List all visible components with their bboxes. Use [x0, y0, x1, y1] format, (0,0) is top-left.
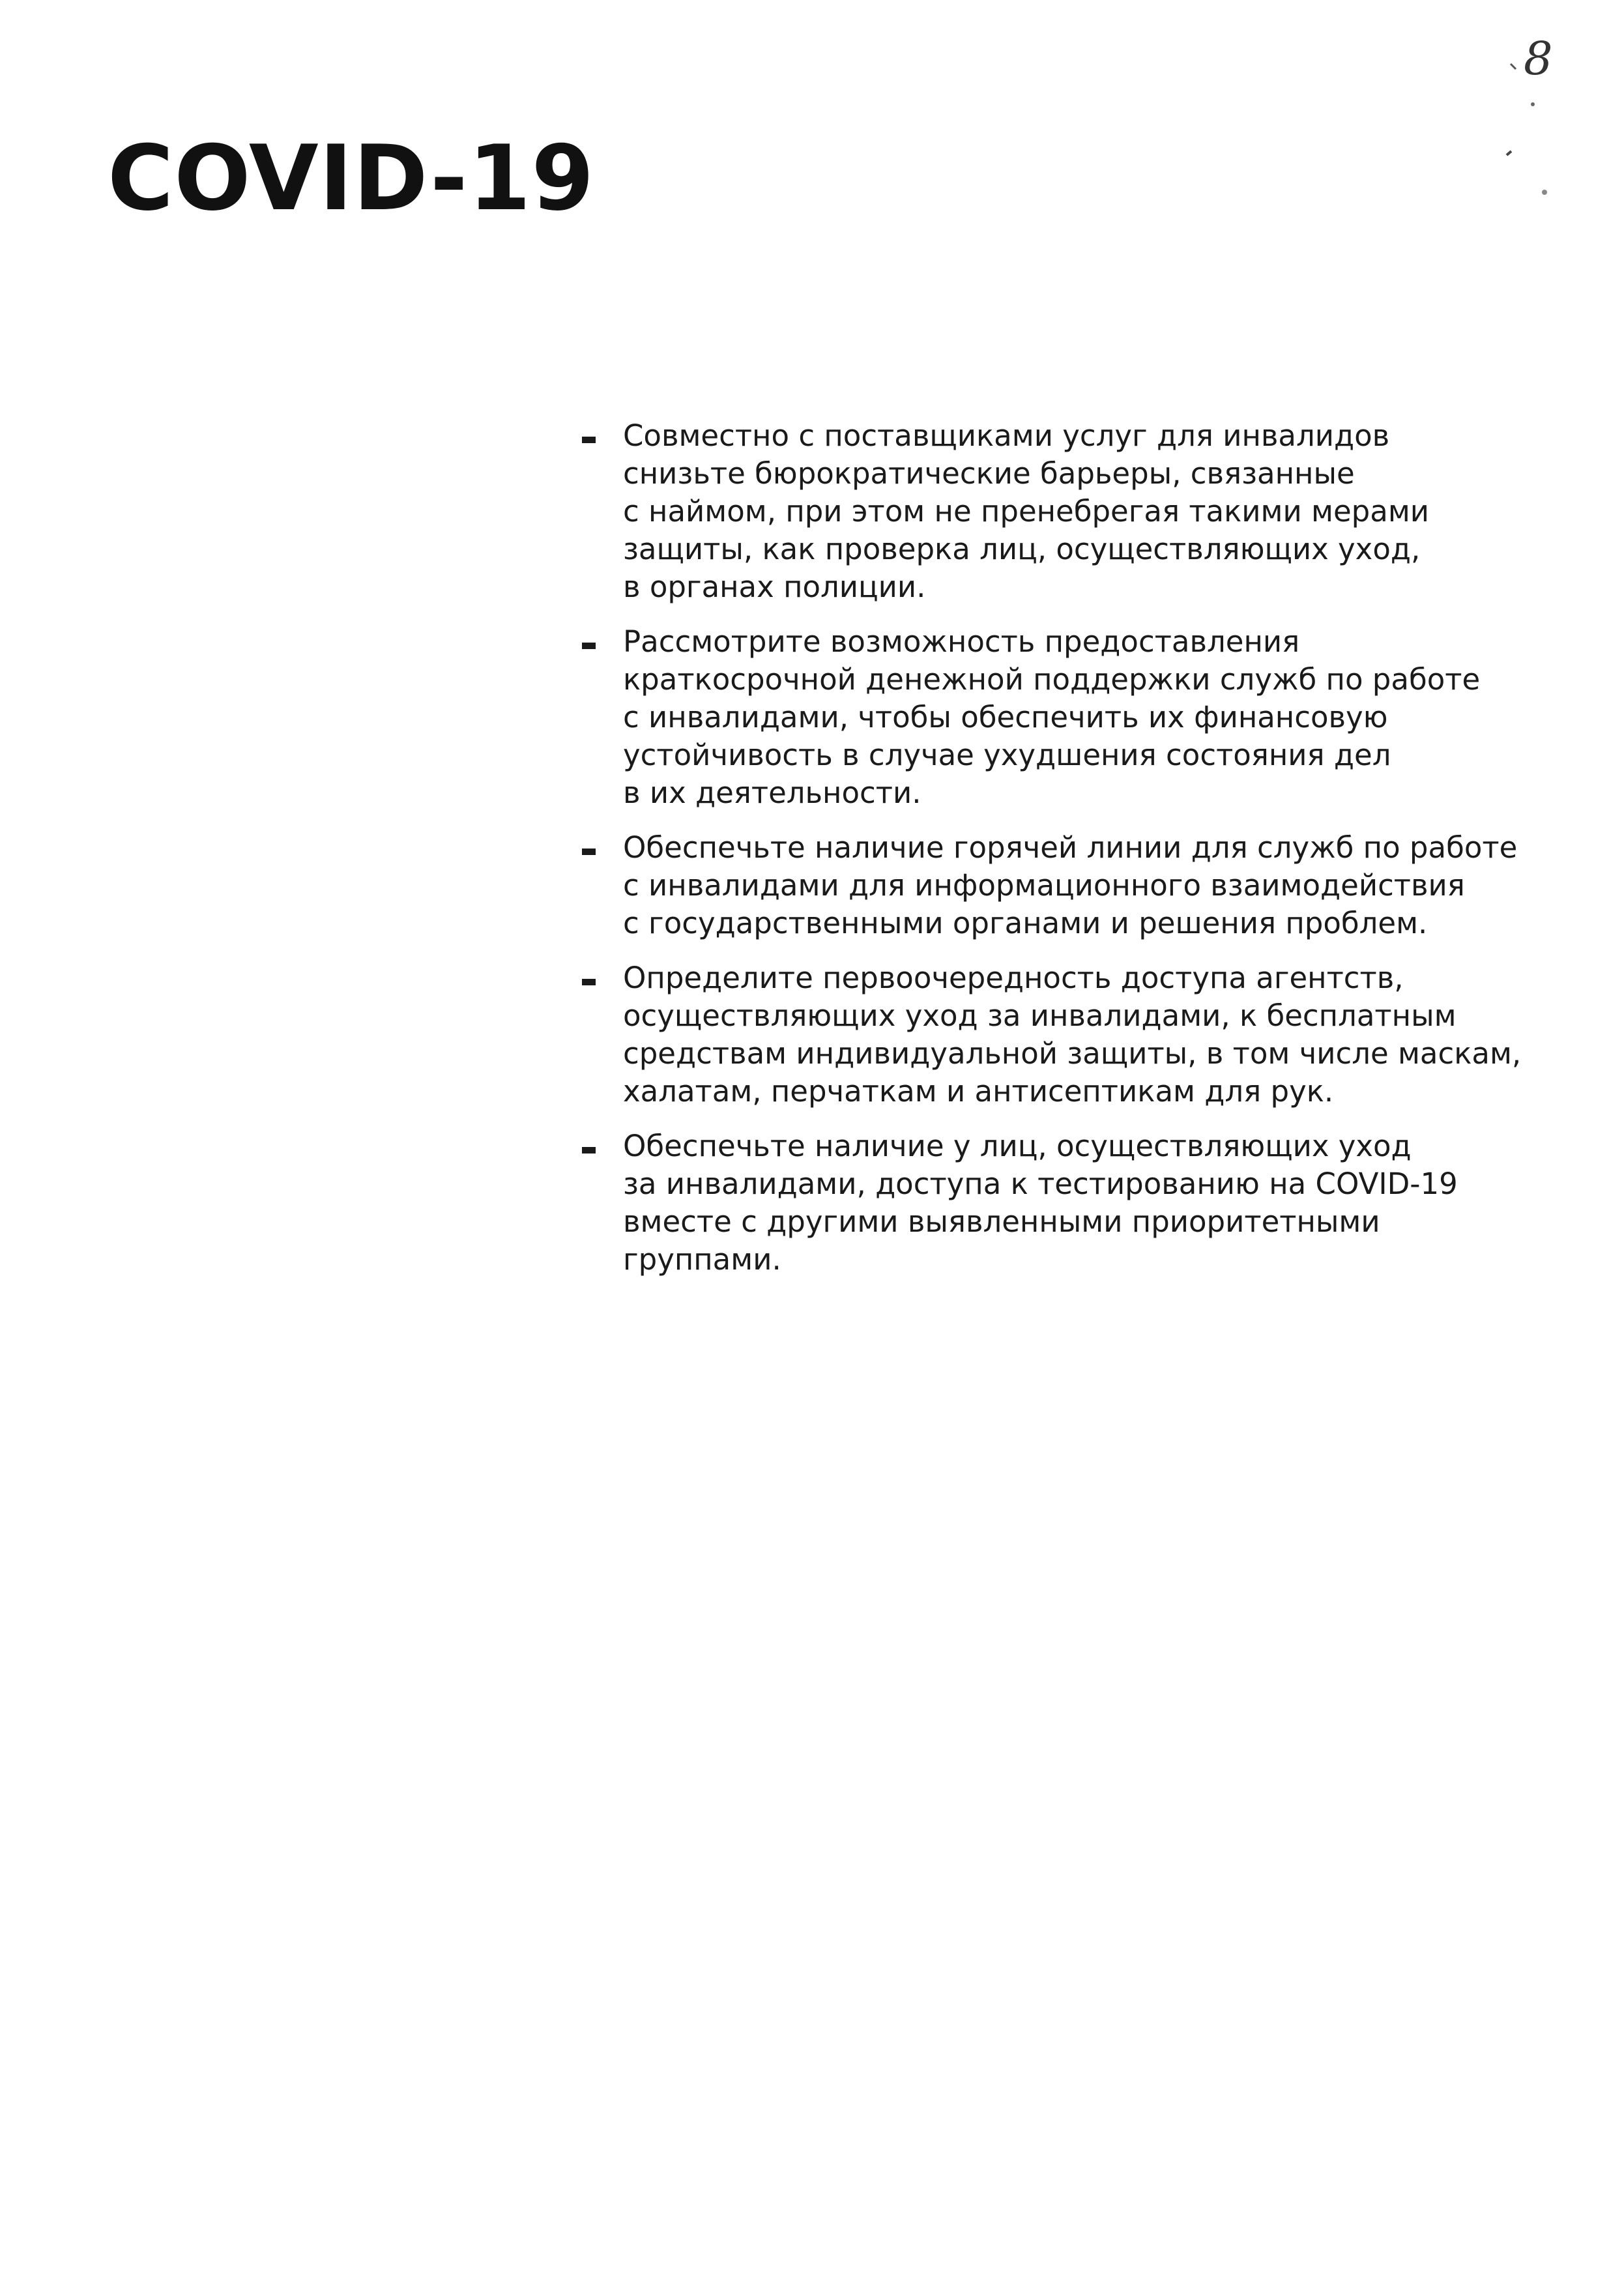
list-item — [582, 1127, 1533, 1279]
bullet-text-line: за инвалидами, доступа к тестированию на COVID-19 — [623, 1167, 1458, 1201]
list-item — [582, 959, 1533, 1110]
bullet-text-line: краткосрочной денежной поддержки служб по работе — [623, 662, 1481, 697]
page-number: 8 — [1524, 32, 1553, 85]
bullet-text-line: Обеспечьте наличие у лиц, осуществляющих уход — [623, 1129, 1412, 1163]
dash-bullet-icon — [582, 979, 596, 985]
page-title: COVID-19 — [108, 126, 595, 231]
bullet-text-line: халатам, перчаткам и антисептикам для рук. — [623, 1074, 1334, 1109]
bullet-text-line: в органах полиции. — [623, 570, 926, 604]
bullet-text-line: Обеспечьте наличие горячей линии для служб по работе — [623, 830, 1518, 865]
bullet-text-line: Совместно с поставщиками услуг для инвалидов — [623, 418, 1390, 453]
bullet-text-line: средствам индивидуальной защиты, в том числе маскам, — [623, 1036, 1522, 1071]
bullet-text-line: вместе с другими выявленными приоритетными — [623, 1204, 1380, 1239]
bullet-text-line: с государственными органами и решения проблем. — [623, 906, 1428, 940]
bullet-text-line: группами. — [623, 1242, 781, 1277]
bullet-text-line: устойчивость в случае ухудшения состояния дел — [623, 738, 1391, 772]
dash-bullet-icon — [582, 1147, 596, 1153]
bullet-text-line: с наймом, при этом не пренебрегая такими мерами — [623, 494, 1430, 529]
bullet-text-line: Рассмотрите возможность предоставления — [623, 624, 1300, 659]
bullet-text-line: в их деятельности. — [623, 776, 921, 810]
dash-bullet-icon — [582, 849, 596, 855]
dash-bullet-icon — [582, 437, 596, 443]
bullet-text-line: осуществляющих уход за инвалидами, к бесплатным — [623, 998, 1457, 1033]
list-item — [582, 829, 1533, 942]
bullet-text-line: Определите первоочередность доступа агентств, — [623, 961, 1404, 995]
bullet-text-line: с инвалидами, чтобы обеспечить их финансовую — [623, 700, 1388, 734]
list-item — [582, 623, 1533, 812]
bullet-list — [582, 417, 1533, 1296]
list-item — [582, 417, 1533, 606]
dash-bullet-icon — [582, 643, 596, 649]
bullet-text-line: снизьте бюрократические барьеры, связанные — [623, 456, 1355, 491]
bullet-text-line: с инвалидами для информационного взаимодействия — [623, 868, 1465, 903]
bullet-text-line: защиты, как проверка лиц, осуществляющих уход, — [623, 532, 1421, 566]
